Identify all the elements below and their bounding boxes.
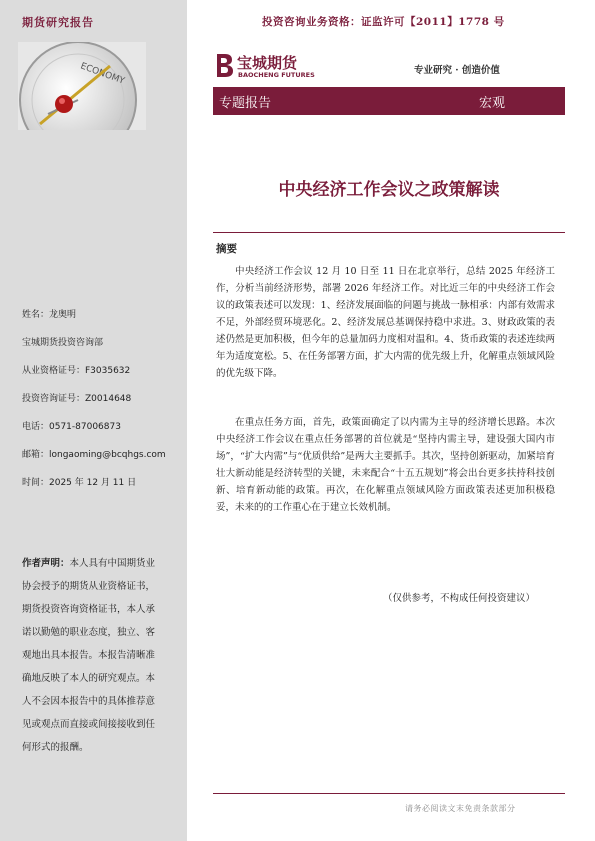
- phone: 电话：0571-87006873: [22, 422, 121, 432]
- practice-license: 从业资格证号：F3035632: [22, 366, 131, 376]
- department: 宝城期货投资咨询部: [22, 338, 104, 348]
- declaration-label: 作者声明：: [22, 558, 70, 569]
- abstract-paragraph-2: 在重点任务方面，首先，政策面确定了以内需为主导的经济增长思路。本次中央经济工作会议在重点任务部署的首位就是“坚持内需主导，建设强大国内市场”，“扩大内需”与“优质供给”是两大主要抓手。其次，坚持创新驱动，加紧培育壮大新动能是经济转型的关键，未来配合“十五五规划”将会出台更多扶持科技创新、培育新动能的政策。再次，在化解重点领域风险方面政策表述更加积极稳妥，未来的的工作重心在于建立长效机制。: [216, 417, 555, 513]
- section-banner: [213, 87, 565, 115]
- sidebar: [0, 0, 187, 841]
- footer-note: 请务必阅读文末免责条款部分: [405, 804, 516, 813]
- license-header: 投资咨询业务资格：证监许可【2011】1778 号: [262, 16, 505, 28]
- analyst-name: 姓名：龙奥明: [22, 310, 77, 320]
- abstract-paragraph-1: 中央经济工作会议 12 月 10 日至 11 日在北京举行，总结 2025 年经济工作，分析当前经济形势，部署 2026 年经济工作。对比近三年的中央经济工作会议的政策表述可以发现：1、经济发展面临的问题与挑战一脉相承：内部有效需求不足，外部经贸环境恶化。2、经济发展总基调保持稳中求进。3、财政政策的表述仍然是更加积极，但今年的总量加码力度相对温和。4、货币政策的表述连续两年为适度宽松。5、在任务部署方面，扩大内需的优先级上升，化解重点领域风险的优先级下降。: [216, 266, 555, 379]
- banner-category: 宏观: [478, 96, 505, 111]
- declaration-text: 本人具有中国期货业协会授予的期货从业资格证书，期货投资咨询资格证书，本人承诺以勤勉的职业态度，独立、客观地出具本报告。本报告清晰准确地反映了本人的研究观点。本人不会因本报告中的具体推荐意见或观点而直接或间接接收到任何形式的报酬。: [22, 558, 156, 753]
- investment-disclaimer: （仅供参考，不构成任何投资建议）: [383, 593, 536, 604]
- logo-text-en: BAOCHENG FUTURES: [238, 71, 315, 79]
- baocheng-logo-icon: [213, 52, 235, 78]
- banner-report-type: 专题报告: [219, 96, 272, 111]
- logo-text-cn: 宝城期货: [237, 54, 298, 72]
- author-declaration: [22, 552, 162, 759]
- page-title: 中央经济工作会议之政策解读: [278, 180, 500, 200]
- footer-divider: [213, 793, 565, 794]
- report-type-label: 期货研究报告: [22, 16, 94, 29]
- abstract-heading: 摘要: [216, 243, 237, 255]
- slogan: 专业研究 · 创造价值: [414, 65, 500, 76]
- report-date: 时间：2025 年 12 月 11 日: [22, 478, 137, 488]
- compass-image: [18, 42, 146, 130]
- title-divider: [213, 232, 565, 233]
- consult-license: 投资咨询证号：Z0014648: [22, 394, 132, 404]
- email[interactable]: 邮箱：longaoming@bcqhgs.com: [22, 450, 166, 460]
